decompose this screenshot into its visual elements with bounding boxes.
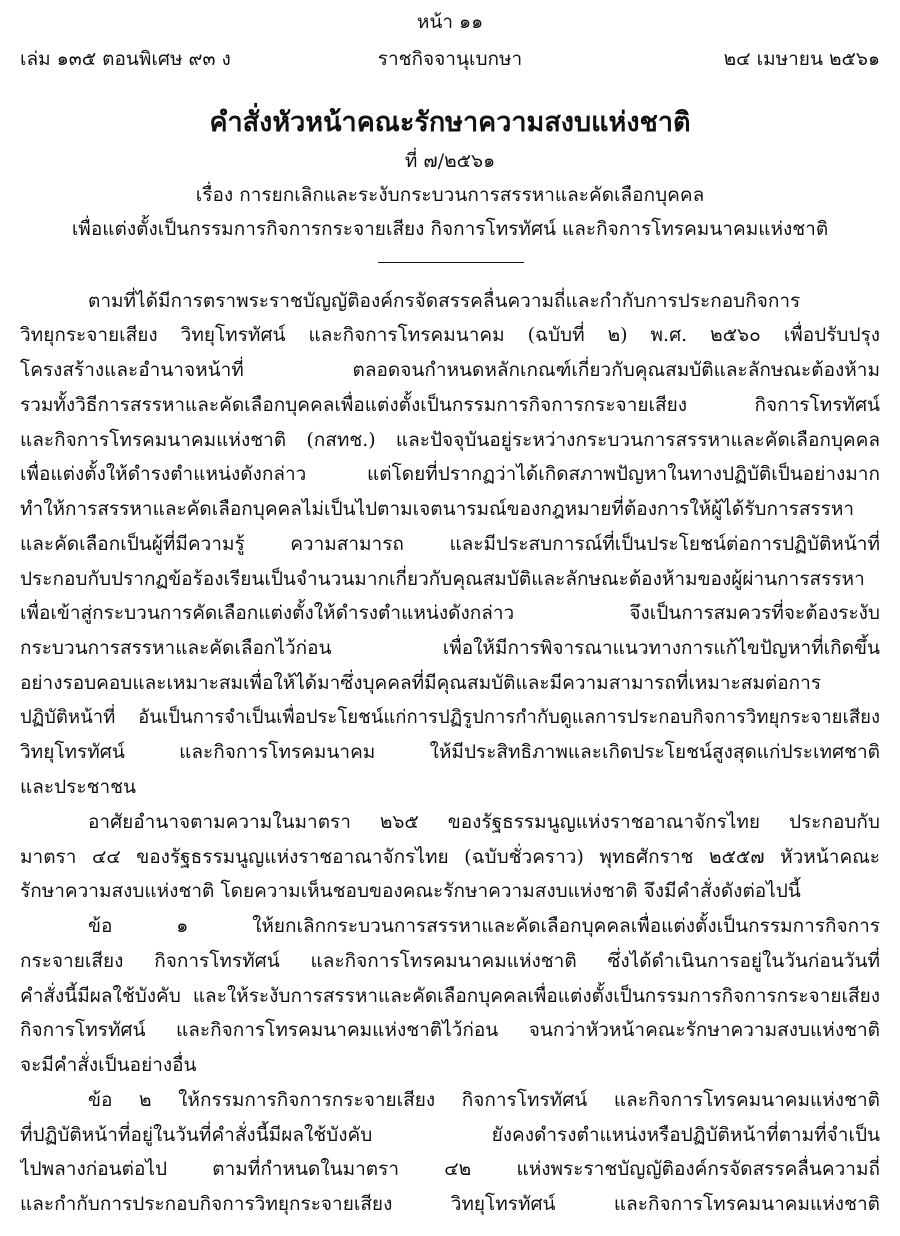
body-line: และคัดเลือกเป็นผู้ที่มีความรู้ ความสามารถ และมีประสบการณ์ที่เป็นประโยชน์ต่อการปฏิบัติหน้าที่ bbox=[20, 533, 880, 555]
body-line: โครงสร้างและอำนาจหน้าที่ ตลอดจนกำหนดหลักเกณฑ์เกี่ยวกับคุณสมบัติและลักษณะต้องห้าม bbox=[20, 359, 880, 381]
body-line: เพื่อแต่งตั้งให้ดำรงตำแหน่งดังกล่าว แต่โดยที่ปรากฏว่าได้เกิดสภาพปัญหาในทางปฏิบัติเป็นอย่างมาก bbox=[20, 463, 880, 485]
body-line: รวมทั้งวิธีการสรรหาและคัดเลือกบุคคลเพื่อแต่งตั้งเป็นกรรมการกิจการกระจายเสียง กิจการโทรทัศน์ bbox=[20, 394, 880, 416]
body-line: อย่างรอบคอบและเหมาะสมเพื่อให้ได้มาซึ่งบุคคลที่มีคุณสมบัติและมีความสามารถที่เหมาะสมต่อการ bbox=[20, 672, 822, 694]
clause-1-heading: ข้อ ๑ ให้ยกเลิกกระบวนการสรรหาและคัดเลือกบุคคลเพื่อแต่งตั้งเป็นกรรมการกิจการ bbox=[88, 915, 880, 937]
body-line: จะมีคำสั่งเป็นอย่างอื่น bbox=[20, 1054, 197, 1076]
body-line: กระบวนการสรรหาและคัดเลือกไว้ก่อน เพื่อให้มีการพิจารณาแนวทางการแก้ไขปัญหาที่เกิดขึ้น bbox=[20, 637, 880, 659]
title-divider bbox=[378, 262, 524, 263]
body-line: อาศัยอำนาจตามความในมาตรา ๒๖๕ ของรัฐธรรมนูญแห่งราชอาณาจักรไทย ประกอบกับ bbox=[88, 811, 880, 833]
gazette-header bbox=[20, 44, 880, 74]
subject-line-2: เพื่อแต่งตั้งเป็นกรรมการกิจการกระจายเสียง กิจการโทรทัศน์ และกิจการโทรคมนาคมแห่งชาติ bbox=[71, 218, 829, 240]
publication-date: ๒๔ เมษายน ๒๕๖๑ bbox=[723, 48, 880, 70]
body-line: ประกอบกับปรากฏข้อร้องเรียนเป็นจำนวนมากเกี่ยวกับคุณสมบัติและลักษณะต้องห้ามของผู้ผ่านการสรรหา bbox=[20, 568, 865, 590]
page-number: หน้า ๑๑ bbox=[416, 11, 484, 33]
body-line: และประชาชน bbox=[20, 776, 137, 798]
body-line: ไปพลางก่อนต่อไป ตามที่กำหนดในมาตรา ๔๒ แห่งพระราชบัญญัติองค์กรจัดสรรคลื่นความถี่ bbox=[20, 1158, 880, 1180]
subject-line-1: เรื่อง การยกเลิกและระงับกระบวนการสรรหาและคัดเลือกบุคคล bbox=[195, 184, 705, 206]
body-line: ปฏิบัติหน้าที่ อันเป็นการจำเป็นเพื่อประโยชน์แก่การปฏิรูปการกำกับดูแลการประกอบกิจการวิทยุกระจายเสียง bbox=[20, 707, 880, 728]
volume-info: เล่ม ๑๓๕ ตอนพิเศษ ๙๓ ง bbox=[20, 48, 231, 70]
body-line: กิจการโทรทัศน์ และกิจการโทรคมนาคมแห่งชาติไว้ก่อน จนกว่าหัวหน้าคณะรักษาความสงบแห่งชาติ bbox=[20, 1019, 880, 1041]
body-line: วิทยุโทรทัศน์ และกิจการโทรคมนาคม ให้มีประสิทธิภาพและเกิดประโยชน์สูงสุดแก่ประเทศชาติ bbox=[20, 741, 880, 763]
body-line: และกำกับการประกอบกิจการวิทยุกระจายเสียง วิทยุโทรทัศน์ และกิจการโทรคมนาคมแห่งชาติ bbox=[20, 1193, 880, 1215]
publication-name: ราชกิจจานุเบกษา bbox=[377, 48, 523, 70]
body-line: ตามที่ได้มีการตราพระราชบัญญัติองค์กรจัดสรรคลื่นความถี่และกำกับการประกอบกิจการ bbox=[88, 290, 801, 312]
body-line: คำสั่งนี้มีผลใช้บังคับ และให้ระงับการสรรหาและคัดเลือกบุคคลเพื่อแต่งตั้งเป็นกรรมการกิจการกระจายเสียง bbox=[20, 985, 880, 1007]
body-line: ทำให้การสรรหาและคัดเลือกบุคคลไม่เป็นไปตามเจตนารมณ์ของกฎหมายที่ต้องการให้ผู้ได้รับการสรรหา bbox=[20, 498, 855, 520]
body-line: มาตรา ๔๔ ของรัฐธรรมนูญแห่งราชอาณาจักรไทย (ฉบับชั่วคราว) พุทธศักราช ๒๕๕๗ หัวหน้าคณะ bbox=[20, 846, 880, 868]
body-line: กระจายเสียง กิจการโทรทัศน์ และกิจการโทรคมนาคมแห่งชาติ ซึ่งได้ดำเนินการอยู่ในวันก่อนวันที่ bbox=[20, 950, 880, 972]
body-line: และกิจการโทรคมนาคมแห่งชาติ (กสทช.) และปัจจุบันอยู่ระหว่างกระบวนการสรรหาและคัดเลือกบุคคล bbox=[20, 429, 880, 451]
body-line: วิทยุกระจายเสียง วิทยุโทรทัศน์ และกิจการโทรคมนาคม (ฉบับที่ ๒) พ.ศ. ๒๕๖๐ เพื่อปรับปรุง bbox=[20, 324, 880, 346]
clause-2-heading: ข้อ ๒ ให้กรรมการกิจการกระจายเสียง กิจการโทรทัศน์ และกิจการโทรคมนาคมแห่งชาติ bbox=[88, 1089, 880, 1111]
body-line: ที่ปฏิบัติหน้าที่อยู่ในวันที่คำสั่งนี้มีผลใช้บังคับ ยังคงดำรงตำแหน่งหรือปฏิบัติหน้าที่ตามที่จำเป็น bbox=[20, 1124, 880, 1146]
order-number: ที่ ๗/๒๕๖๑ bbox=[404, 150, 496, 172]
body-line: รักษาความสงบแห่งชาติ โดยความเห็นชอบของคณะรักษาความสงบแห่งชาติ จึงมีคำสั่งดังต่อไปนี้ bbox=[20, 880, 801, 902]
document-title: คำสั่งหัวหน้าคณะรักษาความสงบแห่งชาติ bbox=[209, 107, 691, 138]
body-line: เพื่อเข้าสู่กระบวนการคัดเลือกแต่งตั้งให้ดำรงตำแหน่งดังกล่าว จึงเป็นการสมควรที่จะต้องระงับ bbox=[20, 602, 880, 624]
